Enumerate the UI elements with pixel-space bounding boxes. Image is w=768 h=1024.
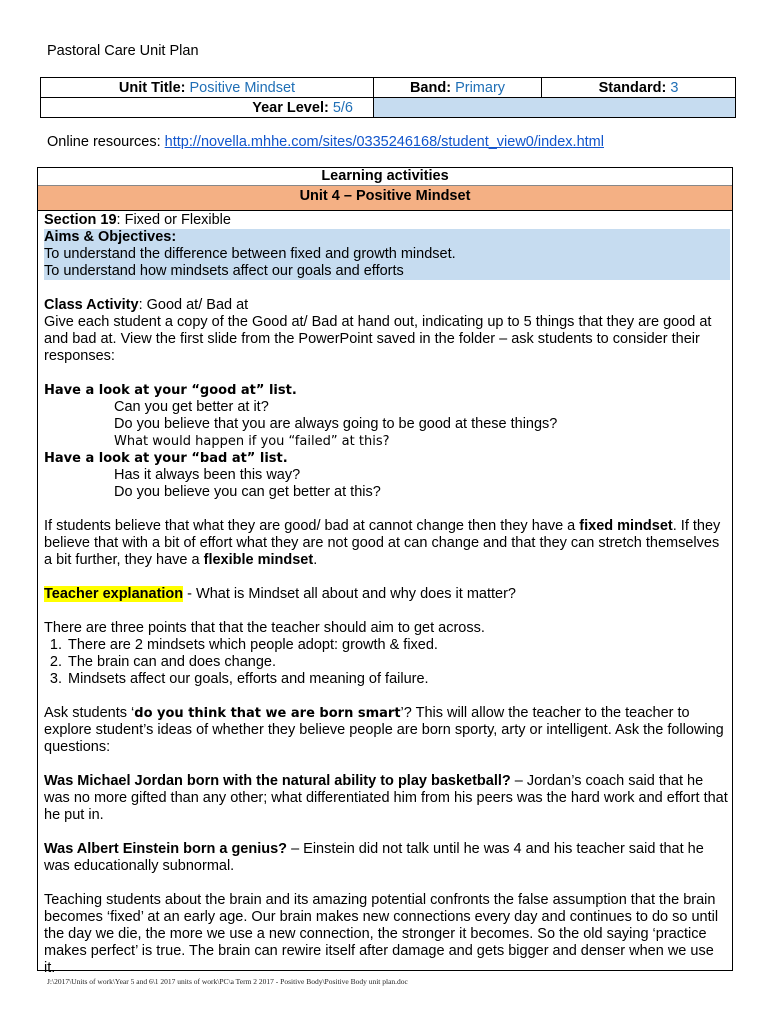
standard-cell — [542, 78, 736, 98]
closing-paragraph: Teaching students about the brain and its amazing potential confronts the false assumption that the brain becomes ‘fixed’ at an early age. Our brain makes new connections every day and continues to do so until the day we die, the more we use a new connection, the stronger it becomes. So the old saying ‘practice makes perfect’ is true. The brain can rewire itself after damage and gets bigger and denser when we use it. — [44, 892, 719, 976]
unit-title-cell — [41, 78, 374, 98]
jordan-question: Was Michael Jordan born with the natural ability to play basketball? — [44, 773, 511, 789]
fixed-mindset-term: fixed mindset — [579, 518, 673, 534]
footer-file-path: J:\2017\Units of work\Year 5 and 6\1 2017 units of work\PC\a Term 2 2017 - Positive Body\Positive Body unit plan.doc — [47, 977, 408, 986]
belief-text: . If they believe that with a bit of effort what they are not good at can change and that they can stretch themselves a bit further, they have a — [44, 518, 721, 568]
ask-students-paragraph — [44, 705, 728, 756]
section-title-text: : Fixed or Flexible — [116, 212, 231, 228]
aims-block — [44, 229, 730, 280]
section-label: Section 19 — [44, 212, 117, 228]
band-label: Band: — [409, 79, 452, 96]
year-level-value: 5/6 — [332, 99, 353, 116]
class-activity-label: Class Activity — [44, 297, 139, 313]
standard-label: Standard: — [598, 79, 667, 96]
flexible-mindset-term: flexible mindset — [203, 552, 314, 568]
key-points-list — [44, 637, 728, 688]
unit-title-label: Unit Title: — [118, 79, 186, 96]
belief-text: If students believe that what they are good/ bad at cannot change then they have a — [44, 518, 580, 534]
list-item: 1. There are 2 mindsets which people adopt: growth & fixed. — [66, 637, 728, 654]
unit-header-table — [40, 77, 736, 118]
aims-heading: Aims & Objectives: — [44, 229, 177, 245]
year-level-cell — [41, 98, 374, 118]
class-activity-text: Give each student a copy of the Good at/ Bad at hand out, indicating up to 5 things that they are good at and bad at. View the first slide from the PowerPoint saved in the folder – ask students to consider their responses: — [44, 314, 712, 364]
standard-value: 3 — [670, 79, 679, 96]
band-cell — [374, 78, 542, 98]
list-item: 2. The brain can and does change. — [66, 654, 728, 671]
unit-title-value: Positive Mindset — [189, 79, 296, 96]
class-activity-title-text: : Good at/ Bad at — [138, 297, 249, 313]
ask-text: ’? This will allow the teacher to the teacher to explore student’s ideas of whether they believe people are born sporty, arty or intelligent. Ask the following questions: — [44, 705, 724, 755]
aim-item: To understand the difference between fixed and growth mindset. — [44, 246, 456, 262]
aim-item: To understand how mindsets affect our goals and efforts — [44, 263, 404, 279]
points-intro: There are three points that that the teacher should aim to get across. — [44, 620, 485, 636]
bad-at-heading: Have a look at your “bad at” list. — [44, 451, 288, 466]
jordan-answer: – Jordan’s coach said that he was no more gifted than any other; what differentiated him from his peers was the hard work and effort that he put in. — [44, 773, 728, 823]
ask-text: Ask students ‘ — [44, 705, 135, 721]
einstein-question: Was Albert Einstein born a genius? — [44, 841, 288, 857]
online-resources-label: Online resources: — [47, 134, 161, 150]
bad-question: Do you believe you can get better at this? — [114, 484, 381, 500]
good-at-heading: Have a look at your “good at” list. — [44, 383, 297, 398]
mindset-belief-paragraph — [44, 518, 728, 569]
online-resources — [47, 134, 604, 150]
belief-text: . — [313, 552, 318, 568]
page-title: Pastoral Care Unit Plan — [47, 43, 199, 59]
unit-heading: Unit 4 – Positive Mindset — [38, 186, 732, 211]
jordan-paragraph — [44, 773, 728, 824]
band-value: Primary — [455, 79, 506, 96]
teacher-explanation — [44, 586, 728, 603]
learning-activities-heading: Learning activities — [38, 168, 732, 186]
good-question: Do you believe that you are always going to be good at these things? — [114, 416, 558, 432]
list-item: 3. Mindsets affect our goals, efforts and meaning of failure. — [66, 671, 728, 688]
good-question: What would happen if you “failed” at this? — [114, 434, 390, 449]
teacher-explanation-text: - What is Mindset all about and why does it matter? — [183, 586, 516, 602]
learning-activities-box — [37, 167, 733, 976]
year-level-shaded-cell — [374, 98, 736, 118]
online-resources-link[interactable]: http://novella.mhhe.com/sites/0335246168/student_view0/index.html — [164, 134, 604, 150]
year-level-label: Year Level: — [252, 99, 329, 116]
section-title — [44, 212, 728, 229]
einstein-paragraph — [44, 841, 728, 875]
teacher-explanation-label: Teacher explanation — [44, 586, 184, 602]
bad-question: Has it always been this way? — [114, 467, 301, 483]
einstein-answer: – Einstein did not talk until he was 4 and his teacher said that he was educationally subnormal. — [44, 841, 704, 874]
learning-content — [44, 212, 728, 977]
class-activity-title — [44, 297, 728, 314]
born-smart-question: do you think that we are born smart — [134, 706, 401, 721]
good-question: Can you get better at it? — [114, 399, 269, 415]
